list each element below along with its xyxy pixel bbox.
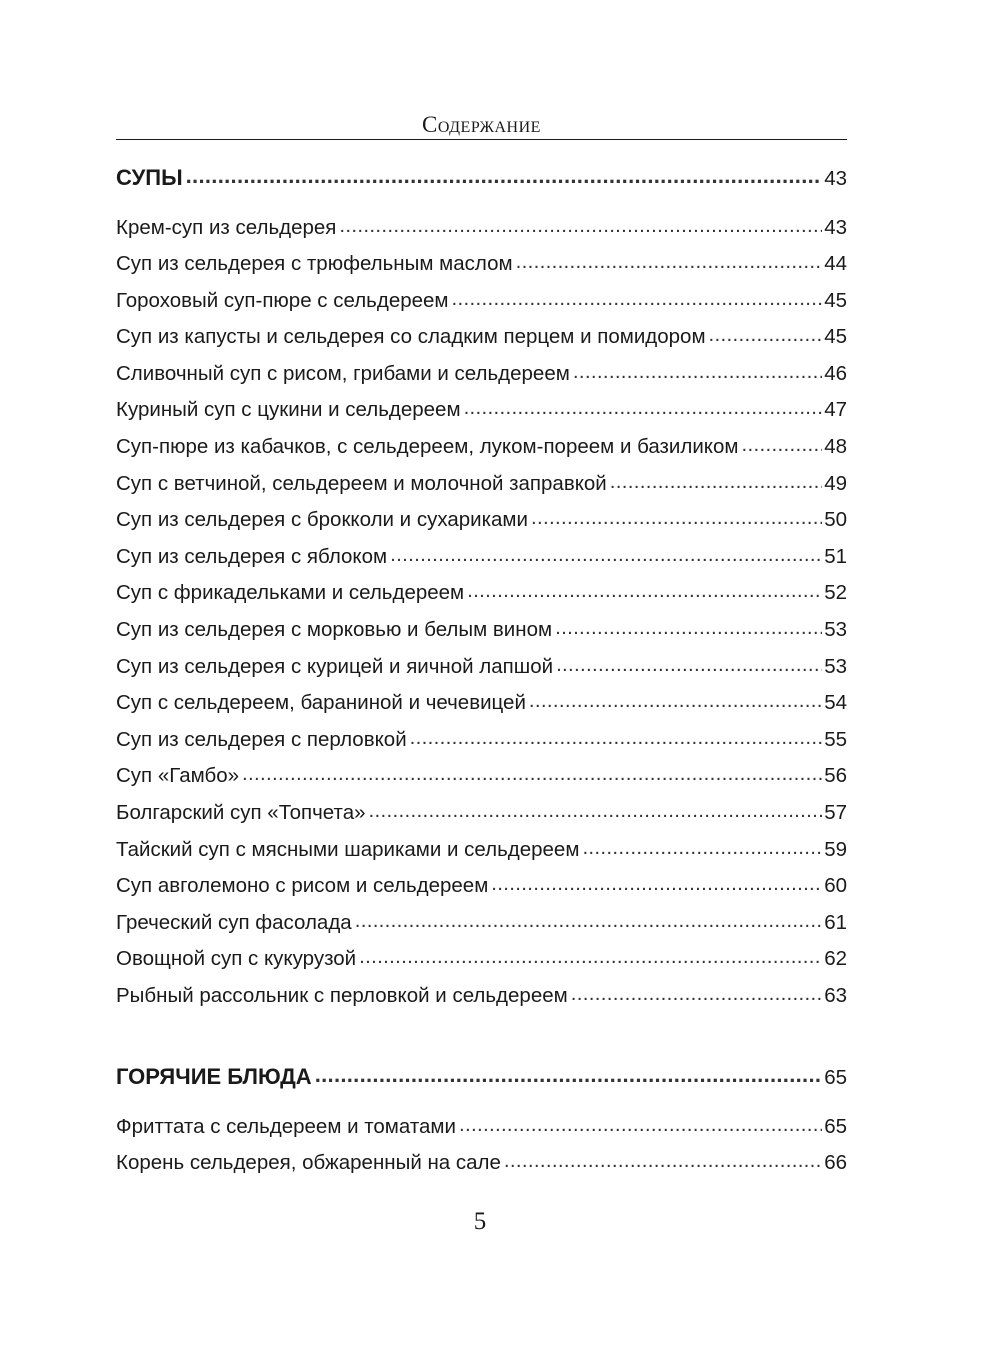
- dot-leader: [315, 1062, 822, 1084]
- page-ref: 49: [824, 471, 847, 495]
- dot-leader: [556, 652, 822, 673]
- page-ref: 56: [824, 764, 847, 788]
- entry-title: Суп-пюре из кабачков, с сельдереем, луком-пореем и базиликом: [116, 435, 739, 459]
- dot-leader: [339, 213, 822, 234]
- dot-leader: [516, 250, 823, 271]
- dot-leader: [529, 689, 822, 710]
- entry-title: Суп из сельдерея с морковью и белым вином: [116, 618, 553, 642]
- toc-entry[interactable]: [116, 981, 847, 1018]
- page-ref: 53: [824, 654, 847, 678]
- dot-leader: [582, 835, 822, 856]
- entry-title: Куриный суп с цукини и сельдереем: [116, 398, 461, 422]
- page-ref: 66: [824, 1151, 847, 1175]
- dot-leader: [709, 323, 823, 344]
- dot-leader: [491, 872, 822, 893]
- page-ref: 59: [824, 837, 847, 861]
- page-ref: 65: [824, 1066, 847, 1089]
- entry-title: Корень сельдерея, обжаренный на сале: [116, 1151, 501, 1175]
- entry-title: Суп из сельдерея с перловкой: [116, 727, 407, 751]
- entry-title: Суп с ветчиной, сельдереем и молочной заправкой: [116, 471, 607, 495]
- toc-entry[interactable]: [116, 799, 847, 836]
- dot-leader: [467, 579, 822, 600]
- toc-entry[interactable]: [116, 323, 847, 360]
- page-ref: 45: [824, 288, 847, 312]
- toc-entry[interactable]: [116, 1149, 847, 1186]
- entry-title: Фриттата с сельдереем и томатами: [116, 1114, 456, 1138]
- toc-entry[interactable]: [116, 286, 847, 323]
- page-ref: 60: [824, 874, 847, 898]
- toc-entry[interactable]: [116, 579, 847, 616]
- dot-leader: [390, 542, 822, 563]
- dot-leader: [504, 1149, 822, 1170]
- page-ref: 65: [824, 1114, 847, 1138]
- page-ref: 48: [824, 435, 847, 459]
- page-ref: 50: [824, 508, 847, 532]
- page-ref: 46: [824, 361, 847, 385]
- entry-title: Суп авголемоно с рисом и сельдереем: [116, 874, 489, 898]
- page-ref: 53: [824, 618, 847, 642]
- toc-entry[interactable]: [116, 872, 847, 909]
- dot-leader: [459, 1112, 822, 1133]
- entry-title: Крем-суп из сельдерея: [116, 215, 337, 239]
- entry-title: Греческий суп фасолада: [116, 910, 352, 934]
- toc-entry[interactable]: [116, 213, 847, 250]
- page-ref: 43: [824, 167, 847, 190]
- toc-section-heading[interactable]: [116, 163, 847, 213]
- dot-leader: [742, 433, 823, 454]
- page-ref: 55: [824, 727, 847, 751]
- toc-entry[interactable]: [116, 908, 847, 945]
- entry-title: Суп из капусты и сельдерея со сладким перцем и помидором: [116, 325, 706, 349]
- toc-section-soups: [116, 163, 847, 1018]
- page-ref: 47: [824, 398, 847, 422]
- page-ref: 52: [824, 581, 847, 605]
- entry-title: Гороховый суп-пюре с сельдереем: [116, 288, 449, 312]
- dot-leader: [555, 616, 822, 637]
- toc-section-hot-dishes: [116, 1062, 847, 1185]
- toc-section-heading[interactable]: [116, 1062, 847, 1112]
- entry-title: Суп «Гамбо»: [116, 764, 240, 788]
- page-ref: 61: [824, 910, 847, 934]
- dot-leader: [369, 799, 823, 820]
- toc-entry[interactable]: [116, 396, 847, 433]
- running-header: Содержание: [422, 112, 541, 137]
- toc-entry[interactable]: [116, 433, 847, 470]
- toc-entry[interactable]: [116, 945, 847, 982]
- toc-entry[interactable]: [116, 359, 847, 396]
- entry-title: Овощной суп с кукурузой: [116, 947, 357, 971]
- entry-title: Болгарский суп «Топчета»: [116, 801, 366, 824]
- page-ref: 43: [824, 215, 847, 239]
- entry-title: Суп с фрикадельками и сельдереем: [116, 581, 465, 605]
- dot-leader: [452, 286, 823, 307]
- page-ref: 44: [824, 252, 847, 276]
- entry-title: Сливочный суп с рисом, грибами и сельдереем: [116, 361, 570, 385]
- entry-title: Суп из сельдерея с трюфельным маслом: [116, 252, 513, 276]
- entry-title: Суп из сельдерея с яблоком: [116, 544, 388, 568]
- toc-entry[interactable]: [116, 762, 847, 799]
- toc-entry[interactable]: [116, 506, 847, 543]
- dot-leader: [242, 762, 822, 783]
- entry-title: Суп с сельдереем, бараниной и чечевицей: [116, 691, 526, 715]
- dot-leader: [610, 469, 822, 490]
- header-rule: [116, 139, 847, 140]
- entry-title: Суп из сельдерея с брокколи и сухариками: [116, 508, 528, 532]
- page-ref: 57: [824, 801, 847, 824]
- toc-entry[interactable]: [116, 469, 847, 506]
- toc-entry[interactable]: [116, 1112, 847, 1149]
- toc-entry[interactable]: [116, 616, 847, 653]
- page-number: 5: [473, 1208, 487, 1235]
- toc-entry[interactable]: [116, 652, 847, 689]
- dot-leader: [359, 945, 822, 966]
- dot-leader: [410, 725, 823, 746]
- dot-leader: [531, 506, 822, 527]
- page-ref: 62: [824, 947, 847, 971]
- page-ref: 54: [824, 691, 847, 715]
- entry-title: Суп из сельдерея с курицей и яичной лапшой: [116, 654, 554, 678]
- page-ref: 63: [824, 983, 847, 1007]
- toc-entry[interactable]: [116, 250, 847, 287]
- entry-title: Рыбный рассольник с перловкой и сельдереем: [116, 983, 568, 1007]
- section-title: ГОРЯЧИЕ БЛЮДА: [116, 1064, 312, 1089]
- dot-leader: [464, 396, 823, 417]
- dot-leader: [571, 981, 822, 1002]
- dot-leader: [573, 359, 822, 380]
- toc-entry[interactable]: [116, 689, 847, 726]
- toc-entry[interactable]: [116, 542, 847, 579]
- toc-entry[interactable]: [116, 725, 847, 762]
- page-ref: 51: [824, 544, 847, 568]
- dot-leader: [355, 908, 822, 929]
- page-ref: 45: [824, 325, 847, 349]
- section-title: СУПЫ: [116, 165, 183, 190]
- dot-leader: [186, 163, 823, 185]
- toc-entry[interactable]: [116, 835, 847, 872]
- entry-title: Тайский суп с мясными шариками и сельдереем: [116, 837, 580, 861]
